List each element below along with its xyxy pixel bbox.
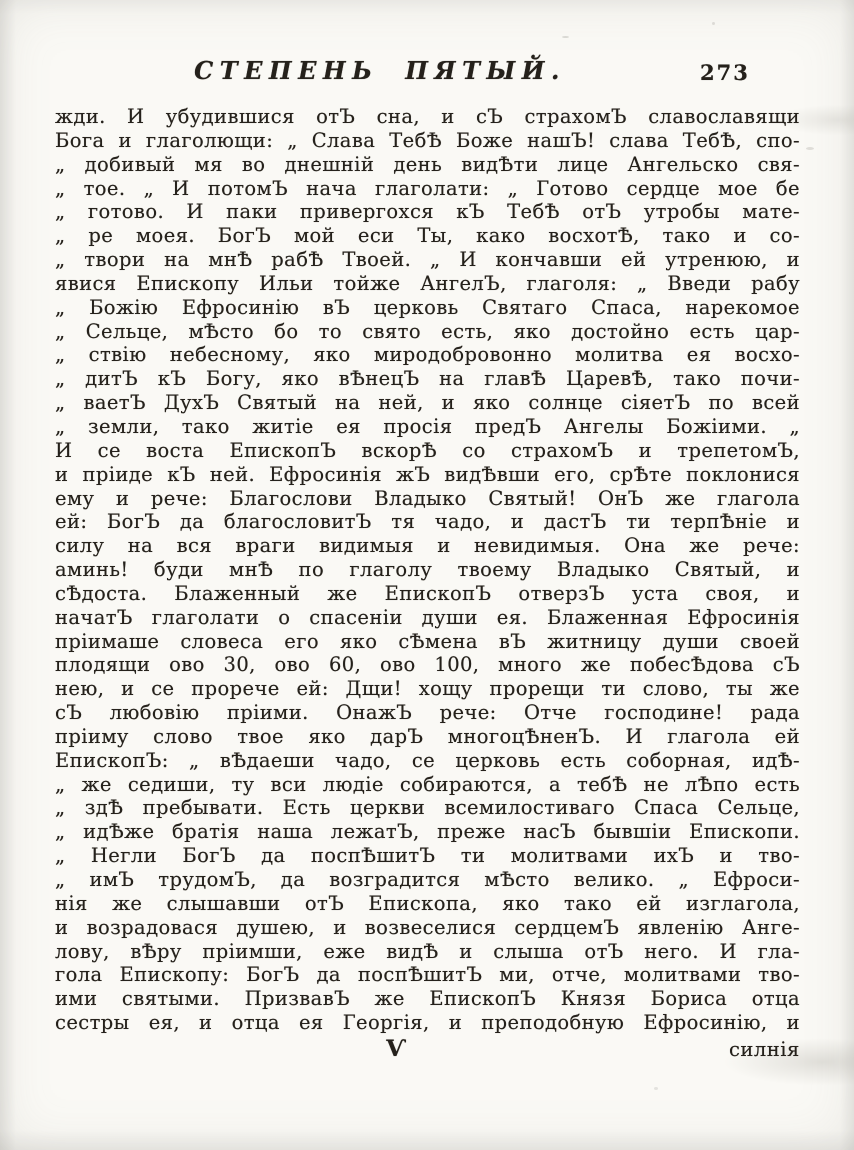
text-line: „ готово. И паки привергохся кЪ ТебѢ отЪ утробы мате- [55,200,800,224]
text-line: Бога и глаголющи: „ Слава ТебѢ Боже нашЪ! слава ТебѢ, спо- [55,128,800,152]
text-line: „ же седиши, ту вси людіе собираются, а тебѢ не лѢпо есть [55,772,800,796]
text-line: ей: БогЪ да благословитЪ тя чадо, и дастЪ ти терпѢніе и [55,510,800,534]
ink-speck [654,1087,658,1090]
text-line: „ ре моея. БогЪ мой еси Ты, како восхотѢ, тако и со- [55,224,800,248]
signature-mark: Ѵ [386,1036,407,1062]
text-line: нія же слышавши отЪ Епископа, яко тако ей изглагола, [55,891,800,915]
text-line: нею, и се прорече ей: Дщи! хощу прорещи ти слово, ты же [55,677,800,701]
text-line: „ Божію Ефросинію вЪ церковь Святаго Спаса, нарекомое [55,295,800,319]
text-line: „ идѢже братія наша лежатЪ, преже насЪ бывшіи Епископи. [55,820,800,844]
text-line: аминь! буди мнѢ по глаголу твоему Владыко Святый, и [55,558,800,582]
text-line: „ ваетЪ ДухЪ Святый на ней, и яко солнце сіяетЪ по всей [55,391,800,415]
text-line: „ Негли БогЪ да поспѢшитЪ ти молитвами ихЪ и тво- [55,844,800,868]
text-line: жди. И убудившися отЪ сна, и сЪ страхомЪ славославящи [55,105,800,128]
running-title: СТЕПЕНЬ ПЯТЫЙ. [194,56,566,85]
text-line: „ добивый мя во днешній день видѢти лице Ангельско свя- [55,152,800,176]
text-line: „ здѢ пребывати. Есть церкви всемилостиваго Спаса Сельце, [55,796,800,820]
text-line: „ Сельце, мѢсто бо то свято есть, яко достойно есть цар- [55,319,800,343]
text-line: ЕпископЪ: „ вѢдаеши чадо, се церковь есть соборная, идѢ- [55,748,800,772]
ink-speck [712,22,715,25]
text-line: ими святыми. ПризвавЪ же ЕпископЪ Князя Бориса отца [55,987,800,1011]
text-line: лову, вѢру пріимши, еже видѢ и слыша отЪ него. И гла- [55,939,800,963]
text-line: „ дитЪ кЪ Богу, яко вѢнецЪ на главѢ ЦаревѢ, тако почи- [55,367,800,391]
text-line: „ ствію небесному, яко миродобровонно молитва ея восхо- [55,343,800,367]
text-line: силу на вся враги видимыя и невидимыя. Она же рече: [55,534,800,558]
text-line: „ имЪ трудомЪ, да возградится мѢсто велико. „ Ефроси- [55,868,800,891]
text-line: пріимаше словеса его яко сѢмена вЪ житницу души своей [55,629,800,653]
catchword: силнія [729,1038,800,1061]
text-line: начатЪ глаголати о спасеніи души ея. Блаженная Ефросинія [55,605,800,629]
text-line: явися Епископу Ильи тойже АнгелЪ, глаголя: „ Введи рабу [55,271,800,295]
text-line: сѢдоста. Блаженный же ЕпископЪ отверзЪ уста своя, и [55,581,800,605]
text-line: „ тое. „ И потомЪ нача глаголати: „ Готово сердце мое бе [55,176,800,200]
text-line: гола Епископу: БогЪ да поспѢшитЪ ми, отче, молитвами тво- [55,963,800,987]
text-line: „ земли, тако житіе ея просія предЪ Ангелы Божіими. „ [55,414,800,438]
text-line: пріиму слово твое яко дарЪ многоцѢненЪ. И глагола ей [55,724,800,748]
text-line: „ твори на мнѢ рабѢ Твоей. „ И кончавши ей утренюю, и [55,248,800,272]
text-line: и возрадовася душею, и возвеселися сердцемЪ явленію Анге- [55,915,800,939]
ink-speck [562,36,569,38]
text-line: и пріиде кЪ ней. Ефросинія жЪ видѢвши его, срѢте поклонися [55,462,800,486]
text-line: сестры ея, и отца ея Георгія, и преподобную Ефросинію, и [55,1011,800,1035]
ink-speck [806,147,814,150]
text-line: сЪ любовію пріими. ОнажЪ рече: Отче господине! рада [55,701,800,725]
text-line: плодящи ово 30, ово 60, ово 100, много же побесѢдова сЪ [55,653,800,677]
text-line: ему и рече: Благослови Владыко Святый! ОнЪ же глагола [55,486,800,510]
page-number: 273 [700,60,750,85]
text-line: И се воста ЕпископЪ вскорѢ со страхомЪ и трепетомЪ, [55,438,800,462]
text-block [55,105,800,1035]
